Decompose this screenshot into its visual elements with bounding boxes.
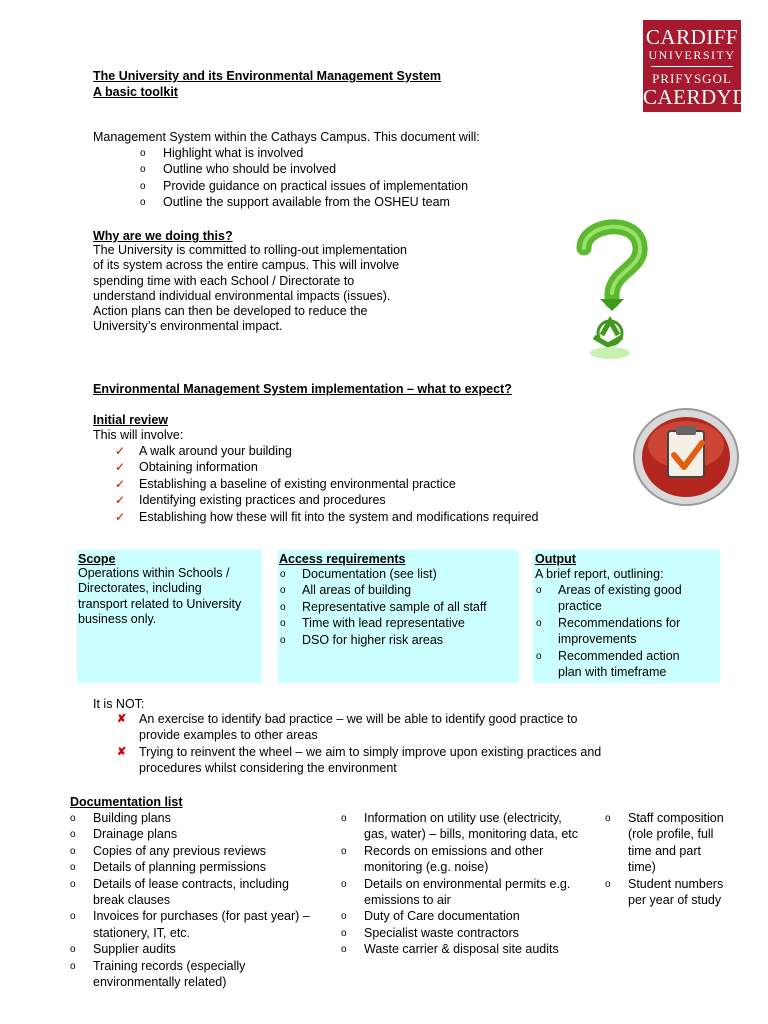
why-line: spending time with each School / Directorate to	[93, 273, 355, 288]
logo-line-4	[643, 85, 757, 115]
intro-bullet-item	[140, 145, 468, 161]
check-text: Establishing how these will fit into the system and modifications required	[139, 509, 539, 524]
doclist-col3-item	[605, 810, 748, 876]
doclist-col1-marker: o	[70, 813, 76, 824]
check-text: Establishing a baseline of existing environmental practice	[139, 476, 456, 491]
scope-text	[78, 566, 241, 628]
output-bullet-text: practice	[558, 599, 602, 614]
output-bullet-item	[536, 582, 682, 615]
check-text: Identifying existing practices and procedures	[139, 493, 386, 508]
doclist-col2-item	[341, 876, 606, 909]
why-line: understand individual environmental impacts (issues).	[93, 288, 391, 303]
doclist-col2-text: gas, water) – bills, monitoring data, etc	[364, 827, 578, 842]
doclist-col2-text: Details on environmental permits e.g.	[364, 876, 571, 891]
check-text: A walk around your building	[139, 444, 292, 458]
doclist-col1-marker: o	[70, 944, 76, 956]
access-bullet-text: Time with lead representative	[302, 616, 465, 631]
doclist-col2-item	[341, 843, 606, 876]
doclist-col2-text: Information on utility use (electricity,	[364, 811, 562, 825]
intro-bullet-text: Outline who should be involved	[163, 162, 337, 177]
access-bullet-marker: o	[280, 601, 286, 613]
doclist-col1-marker: o	[70, 829, 76, 841]
check-marker: ✓	[115, 444, 126, 458]
doclist-col1-text: environmentally related)	[93, 975, 227, 990]
intro-bullet-marker: o	[140, 197, 146, 209]
access-bullet-list	[280, 566, 487, 648]
logo-line-1: CARDIFF	[645, 25, 739, 49]
check-item	[115, 476, 539, 492]
doclist-column-3	[605, 810, 748, 908]
access-bullet-text: All areas of building	[302, 583, 412, 598]
doclist-col1-text: break clauses	[93, 893, 171, 908]
doclist-col3-text: time)	[628, 860, 656, 875]
intro-bullet-item	[140, 178, 469, 194]
intro-bullet-item	[140, 161, 468, 177]
doclist-col1-item	[70, 810, 338, 826]
doclist-col2-item	[341, 925, 606, 941]
doclist-col1-text: stationery, IT, etc.	[93, 925, 191, 940]
doclist-col2-marker: o	[341, 845, 347, 857]
doclist-col1-marker: o	[70, 960, 76, 972]
doclist-col1-text: Details of planning permissions	[93, 860, 267, 875]
doclist-col1-marker: o	[70, 911, 76, 923]
doclist-col1-item	[70, 843, 338, 859]
scope-line: business only.	[78, 612, 157, 627]
doclist-heading: Documentation list	[70, 795, 183, 809]
doclist-col1-item	[70, 908, 338, 941]
output-bullet-item	[536, 648, 682, 681]
output-bullet-text: Recommendations for	[558, 615, 681, 630]
access-bullet-item	[280, 599, 487, 615]
output-bullet-text: Recommended action	[558, 648, 680, 663]
doclist-col2-marker: o	[341, 911, 347, 923]
output-bullet-marker: o	[536, 650, 542, 662]
initial-review-text: This will involve:	[93, 428, 184, 442]
why-line: Action plans can then be developed to reduce the	[93, 304, 368, 319]
doclist-col3-text: per year of study	[628, 893, 722, 908]
access-bullet-item	[280, 632, 487, 648]
check-item	[115, 492, 539, 508]
doclist-col1-text: Invoices for purchases (for past year) –	[93, 909, 310, 924]
check-item	[115, 509, 539, 525]
intro-bullet-marker: o	[140, 180, 146, 192]
output-text: A brief report, outlining:	[535, 567, 664, 581]
doclist-col2-text: Duty of Care documentation	[364, 909, 520, 924]
intro-bullet-text: Provide guidance on practical issues of implementation	[163, 178, 469, 193]
access-bullet-marker: o	[280, 569, 286, 580]
doclist-col3-marker: o	[605, 813, 611, 824]
doclist-col2-text: Records on emissions and other	[364, 843, 544, 858]
doclist-col1-text: Supplier audits	[93, 942, 176, 957]
doclist-col2-text: Specialist waste contractors	[364, 925, 519, 940]
doclist-col1-marker: o	[70, 845, 76, 857]
intro-bullet-list	[140, 145, 469, 211]
output-bullet-text: plan with timeframe	[558, 665, 667, 680]
doclist-col1-marker: o	[70, 878, 76, 890]
not-item-text: provide examples to other areas	[139, 728, 318, 743]
access-bullet-marker: o	[280, 585, 286, 597]
not-list	[117, 711, 602, 777]
doclist-col2-item	[341, 908, 606, 924]
doclist-col1-text: Details of lease contracts, including	[93, 876, 289, 891]
intro-bullet-marker: o	[140, 148, 146, 159]
doc-title	[93, 68, 441, 100]
cardiff-university-logo	[643, 20, 757, 112]
output-bullet-list	[536, 582, 682, 680]
access-heading: Access requirements	[279, 552, 406, 566]
intro-bullet-marker: o	[140, 164, 146, 176]
scope-line: transport related to University	[78, 596, 242, 611]
logo-rule	[651, 66, 733, 67]
why-line: The University is committed to rolling-out implementation	[93, 243, 408, 257]
doclist-col2-text: Waste carrier & disposal site audits	[364, 942, 559, 957]
doclist-column-2	[341, 810, 606, 958]
check-text: Obtaining information	[139, 460, 258, 475]
why-line: of its system across the entire campus. This will involve	[93, 258, 400, 273]
scope-line: Directorates, including	[78, 581, 202, 596]
access-bullet-item	[280, 615, 487, 631]
doclist-col1-item	[70, 941, 338, 957]
doclist-col1-text: Copies of any previous reviews	[93, 843, 266, 858]
doclist-col2-text: emissions to air	[364, 893, 451, 908]
doclist-col3-marker: o	[605, 878, 611, 890]
doclist-col2-item	[341, 941, 606, 957]
doclist-col1-item	[70, 826, 338, 842]
output-bullet-text: improvements	[558, 632, 637, 647]
scope-heading: Scope	[78, 552, 116, 566]
intro-text: Management System within the Cathays Campus. This document will:	[93, 130, 480, 144]
doclist-col1-text: Training records (especially	[93, 958, 246, 973]
doclist-col3-text: Staff composition	[628, 811, 724, 825]
not-item-item	[117, 711, 601, 744]
not-text: It is NOT:	[93, 697, 145, 711]
logo-line-2: UNIVERSITY	[648, 48, 736, 62]
intro-bullet-text: Highlight what is involved	[163, 146, 304, 160]
intro-bullet-item	[140, 194, 468, 210]
doclist-col1-text: Drainage plans	[93, 827, 178, 842]
doclist-col2-marker: o	[341, 813, 347, 824]
clipboard-check-icon	[632, 407, 740, 507]
not-item-text: An exercise to identify bad practice – we will be able to identify good practice to	[139, 712, 578, 726]
check-marker: ✓	[115, 476, 126, 491]
doclist-col3-text: Student numbers	[628, 876, 724, 891]
access-bullet-item	[280, 566, 487, 582]
doclist-col1-marker: o	[70, 862, 76, 874]
not-item-marker: ✘	[117, 745, 127, 758]
scope-line: Operations within Schools /	[78, 566, 230, 580]
not-item-item	[117, 744, 602, 777]
access-bullet-text: Documentation (see list)	[302, 567, 437, 581]
doclist-col2-marker: o	[341, 944, 347, 956]
output-bullet-item	[536, 615, 682, 648]
check-item	[115, 443, 539, 459]
doclist-col2-marker: o	[341, 927, 347, 939]
why-line: University’s environmental impact.	[93, 319, 283, 334]
doclist-col1-item	[70, 876, 338, 909]
output-heading: Output	[535, 552, 576, 566]
intro-bullet-text: Outline the support available from the OSHEU team	[163, 195, 450, 210]
doclist-col2-text: monitoring (e.g. noise)	[364, 860, 489, 875]
doclist-col1-text: Building plans	[93, 811, 171, 825]
ems-heading: Environmental Management System implementation – what to expect?	[93, 382, 512, 396]
not-item-text: Trying to reinvent the wheel – we aim to simply improve upon existing practices and	[139, 744, 602, 759]
check-marker: ✓	[115, 460, 126, 475]
initial-review-check-list	[115, 443, 539, 525]
access-bullet-marker: o	[280, 634, 286, 646]
doc-title-line-1: The University and its Environmental Management System	[93, 69, 442, 83]
access-bullet-text: Representative sample of all staff	[302, 599, 487, 614]
check-marker: ✓	[115, 493, 126, 508]
doc-title-line-2: A basic toolkit	[93, 85, 178, 99]
output-bullet-marker: o	[536, 585, 542, 596]
doclist-col2-item	[341, 810, 606, 843]
why-paragraph	[93, 243, 407, 335]
doclist-col3-text: (role profile, full	[628, 827, 714, 842]
logo-line-4-text: CAERDYD	[643, 85, 749, 109]
doclist-col3-text: time and part	[628, 843, 701, 858]
output-bullet-text: Areas of existing good	[558, 583, 682, 597]
not-item-marker: ✘	[117, 713, 127, 725]
why-heading: Why are we doing this?	[93, 229, 233, 243]
logo-line-4-small: D	[748, 98, 757, 110]
not-item-text: procedures whilst considering the environment	[139, 761, 397, 776]
logo-line-3: PRIFYSGOL	[652, 71, 732, 86]
initial-review-heading: Initial review	[93, 413, 169, 427]
doclist-col1-item	[70, 859, 338, 875]
check-item	[115, 459, 539, 475]
doclist-col3-item	[605, 876, 748, 909]
question-recycle-icon	[572, 213, 650, 363]
output-bullet-marker: o	[536, 617, 542, 629]
doclist-col2-marker: o	[341, 878, 347, 890]
access-bullet-marker: o	[280, 618, 286, 630]
check-marker: ✓	[115, 509, 126, 524]
access-bullet-text: DSO for higher risk areas	[302, 632, 444, 647]
doclist-col1-item	[70, 958, 338, 991]
access-bullet-item	[280, 582, 487, 598]
doclist-column-1	[70, 810, 338, 990]
